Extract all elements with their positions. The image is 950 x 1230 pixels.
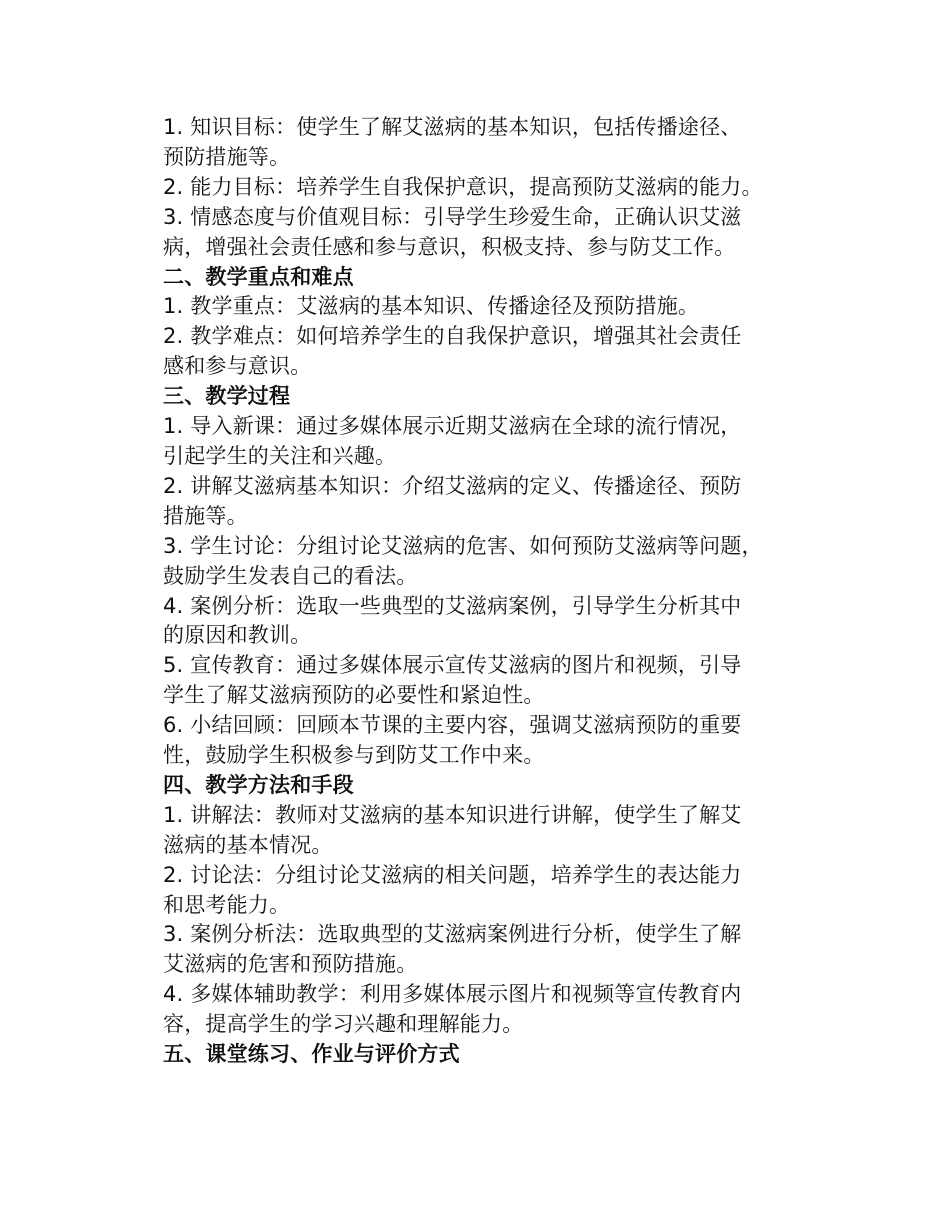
paragraph-line: 3. 案例分析法：选取典型的艾滋病案例进行分析，使学生了解: [163, 922, 742, 947]
paragraph-line: 措施等。: [163, 503, 248, 528]
paragraph-line: 4. 案例分析：选取一些典型的艾滋病案例，引导学生分析其中: [163, 593, 742, 618]
paragraph-line: 的原因和教训。: [163, 623, 312, 648]
paragraph-line: 3. 情感态度与价值观目标：引导学生珍爱生命，正确认识艾滋: [163, 204, 742, 229]
section-heading: 四、教学方法和手段: [163, 772, 354, 797]
paragraph-line: 性，鼓励学生积极参与到防艾工作中来。: [163, 743, 545, 768]
section-heading: 五、课堂练习、作业与评价方式: [163, 1042, 460, 1067]
paragraph-line: 2. 教学难点：如何培养学生的自我保护意识，增强其社会责任: [163, 324, 742, 349]
paragraph-line: 感和参与意识。: [163, 354, 312, 379]
section-heading: 三、教学过程: [163, 384, 291, 409]
paragraph-line: 预防措施等。: [163, 144, 291, 169]
paragraph-line: 学生了解艾滋病预防的必要性和紧迫性。: [163, 683, 545, 708]
paragraph-line: 5. 宣传教育：通过多媒体展示宣传艾滋病的图片和视频，引导: [163, 653, 742, 678]
paragraph-line: 1. 知识目标：使学生了解艾滋病的基本知识，包括传播途径、: [163, 115, 742, 139]
paragraph-line: 和思考能力。: [163, 892, 291, 917]
paragraph-line: 鼓励学生发表自己的看法。: [163, 563, 418, 588]
paragraph-line: 2. 讨论法：分组讨论艾滋病的相关问题，培养学生的表达能力: [163, 862, 742, 887]
paragraph-line: 引起学生的关注和兴趣。: [163, 443, 397, 468]
paragraph-line: 艾滋病的危害和预防措施。: [163, 952, 418, 977]
paragraph-line: 容，提高学生的学习兴趣和理解能力。: [163, 1012, 524, 1037]
paragraph-line: 1. 导入新课：通过多媒体展示近期艾滋病在全球的流行情况，: [163, 414, 742, 439]
section-heading: 二、教学重点和难点: [163, 264, 354, 289]
paragraph-line: 1. 教学重点：艾滋病的基本知识、传播途径及预防措施。: [163, 294, 700, 319]
paragraph-line: 2. 能力目标：培养学生自我保护意识，提高预防艾滋病的能力。: [163, 174, 763, 199]
paragraph-line: 病，增强社会责任感和参与意识，积极支持、参与防艾工作。: [163, 234, 736, 259]
document-body: [163, 113, 783, 1070]
paragraph-line: 3. 学生讨论：分组讨论艾滋病的危害、如何预防艾滋病等问题，: [163, 533, 763, 558]
paragraph-line: 2. 讲解艾滋病基本知识：介绍艾滋病的定义、传播途径、预防: [163, 473, 742, 498]
paragraph-line: 滋病的基本情况。: [163, 832, 333, 857]
paragraph-line: 1. 讲解法：教师对艾滋病的基本知识进行讲解，使学生了解艾: [163, 802, 742, 827]
paragraph-line: 4. 多媒体辅助教学：利用多媒体展示图片和视频等宣传教育内: [163, 982, 742, 1007]
paragraph-line: 6. 小结回顾：回顾本节课的主要内容，强调艾滋病预防的重要: [163, 713, 742, 738]
